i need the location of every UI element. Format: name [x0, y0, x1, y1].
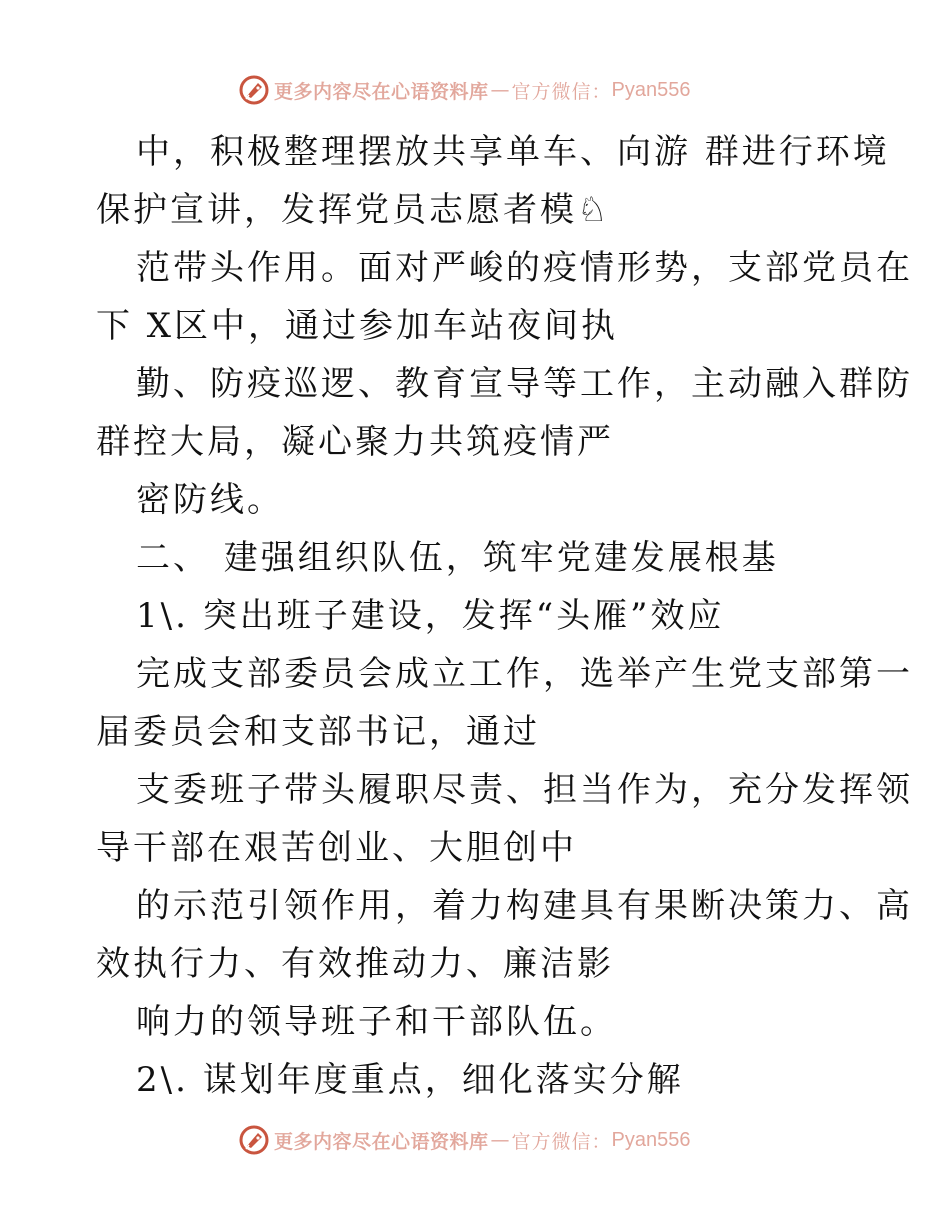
watermark-dash: —	[490, 79, 510, 101]
watermark-official: 官方微信：	[511, 80, 612, 103]
watermark-brand: 更多内容尽在心语资料库	[274, 1130, 489, 1153]
watermark-brand: 更多内容尽在心语资料库	[274, 80, 489, 103]
watermark-official: 官方微信：	[511, 1130, 612, 1153]
pen-nib-logo-icon	[238, 74, 270, 106]
pen-nib-logo-icon	[238, 1124, 270, 1156]
watermark-wechat-id: Pyan556	[611, 1128, 691, 1151]
text-line: 届委员会和支部书记，通过	[96, 712, 540, 752]
section-heading: 二、 建强组织队伍，筑牢党建发展根基	[136, 538, 779, 578]
text-line: 的示范引领作用，着力构建具有果断决策力、高	[136, 886, 913, 926]
text-line: 支委班子带头履职尽责、担当作为，充分发挥领	[136, 770, 913, 810]
subsection-heading: 1\. 突出班子建设，发挥“头雁”效应	[136, 596, 725, 636]
document-body	[96, 123, 913, 1109]
subsection-heading: 2\. 谋划年度重点，细化落实分解	[136, 1060, 684, 1100]
header-watermark	[238, 72, 718, 108]
text-line: 导干部在艰苦创业、大胆创中	[96, 828, 577, 868]
text-line: 效执行力、有效推动力、廉洁影	[96, 944, 614, 984]
watermark-dash: —	[490, 1129, 510, 1151]
text-line: 完成支部委员会成立工作，选举产生党支部第一	[136, 654, 913, 694]
text-line: 中，积极整理摆放共享单车、向游 群进行环境	[136, 132, 890, 172]
text-line: 响力的领导班子和干部队伍。	[136, 1002, 617, 1042]
footer-watermark	[238, 1122, 718, 1158]
text-line: 范带头作用。面对严峻的疫情形势，支部党员在	[136, 248, 913, 288]
text-line: 下 X区中，通过参加车站夜间执	[96, 306, 619, 346]
text-line: 勤、防疫巡逻、教育宣导等工作，主动融入群防	[136, 364, 913, 404]
watermark-wechat-id: Pyan556	[611, 78, 691, 101]
text-line: 群控大局，凝心聚力共筑疫情严	[96, 422, 614, 462]
text-line: 密防线。	[136, 480, 284, 520]
text-line: 保护宣讲，发挥党员志愿者模♘	[96, 190, 611, 230]
